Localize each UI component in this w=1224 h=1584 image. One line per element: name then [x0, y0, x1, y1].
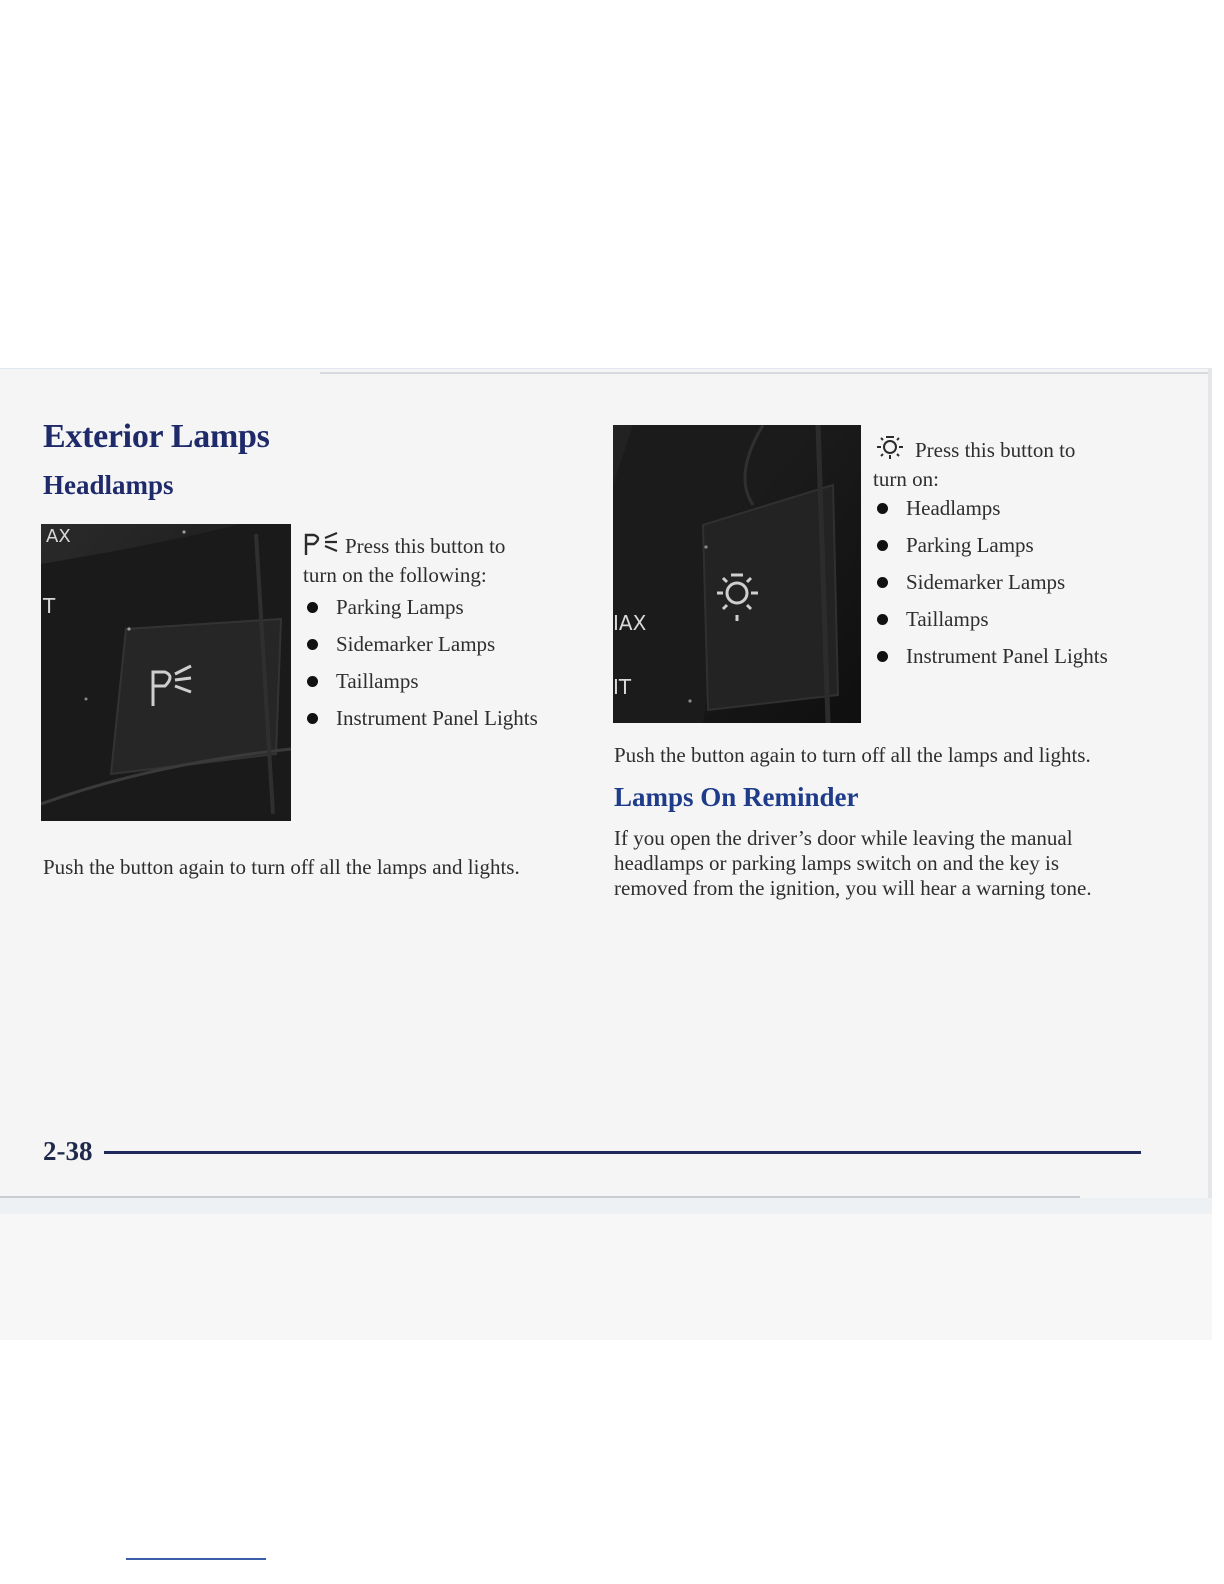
page-title: Exterior Lamps [43, 418, 270, 455]
right-intro-line2: turn on: [873, 467, 939, 491]
stray-line [126, 1558, 266, 1560]
section-heading-headlamps: Headlamps [43, 470, 174, 500]
bullet-icon [877, 577, 888, 588]
list-item-label: Parking Lamps [336, 595, 464, 619]
reminder-line: headlamps or parking lamps switch on and the key is [614, 851, 1059, 875]
list-item-label: Headlamps [906, 496, 1001, 520]
list-item [873, 643, 1108, 680]
page-right-edge [1208, 368, 1212, 1198]
headlamp-switch-photo [613, 425, 861, 723]
reminder-line: If you open the driver’s door while leaving the manual [614, 826, 1073, 850]
bullet-icon [877, 614, 888, 625]
headlamp-icon [873, 432, 909, 466]
list-item [873, 606, 1108, 643]
right-intro [873, 432, 1173, 492]
bullet-icon [307, 676, 318, 687]
left-intro [303, 532, 563, 588]
reminder-line: removed from the ignition, you will hear a warning tone. [614, 876, 1092, 900]
photo-label-bottom: IT [613, 675, 632, 699]
bullet-icon [307, 602, 318, 613]
bullet-icon [307, 639, 318, 650]
list-item [873, 569, 1108, 606]
left-lamp-list [303, 594, 538, 742]
page-bottom-band [0, 1198, 1212, 1214]
list-item-label: Instrument Panel Lights [906, 644, 1108, 668]
list-item-label: Instrument Panel Lights [336, 706, 538, 730]
photo-label-middle: IAX [613, 611, 647, 635]
list-item [303, 594, 538, 631]
list-item [303, 668, 538, 705]
photo-label-middle: T [43, 594, 56, 618]
list-item [873, 532, 1108, 569]
bullet-icon [877, 503, 888, 514]
reminder-paragraph [614, 826, 1204, 901]
photo-label-top: AX [46, 526, 71, 547]
page-top-edge [320, 372, 1210, 374]
right-lamp-list [873, 495, 1108, 680]
section-heading-lamps-on-reminder: Lamps On Reminder [614, 782, 859, 812]
bullet-icon [307, 713, 318, 724]
scan-lower-band [0, 1214, 1212, 1340]
list-item-label: Taillamps [336, 669, 419, 693]
parking-lamp-icon [303, 532, 339, 562]
list-item [303, 705, 538, 742]
bullet-icon [877, 651, 888, 662]
list-item-label: Parking Lamps [906, 533, 1034, 557]
left-push-again: Push the button again to turn off all the lamps and lights. [43, 855, 520, 879]
list-item [873, 495, 1108, 532]
left-intro-line1: Press this button to [345, 534, 506, 558]
list-item [303, 631, 538, 668]
list-item-label: Sidemarker Lamps [906, 570, 1066, 594]
list-item-label: Taillamps [906, 607, 989, 631]
list-item-label: Sidemarker Lamps [336, 632, 496, 656]
page-number: 2-38 [43, 1136, 93, 1166]
bullet-icon [877, 540, 888, 551]
parking-lamp-switch-photo [41, 524, 291, 821]
right-push-again: Push the button again to turn off all the lamps and lights. [614, 743, 1091, 767]
footer-rule [104, 1151, 1141, 1154]
right-intro-line1: Press this button to [915, 438, 1076, 462]
left-intro-line2: turn on the following: [303, 563, 487, 587]
